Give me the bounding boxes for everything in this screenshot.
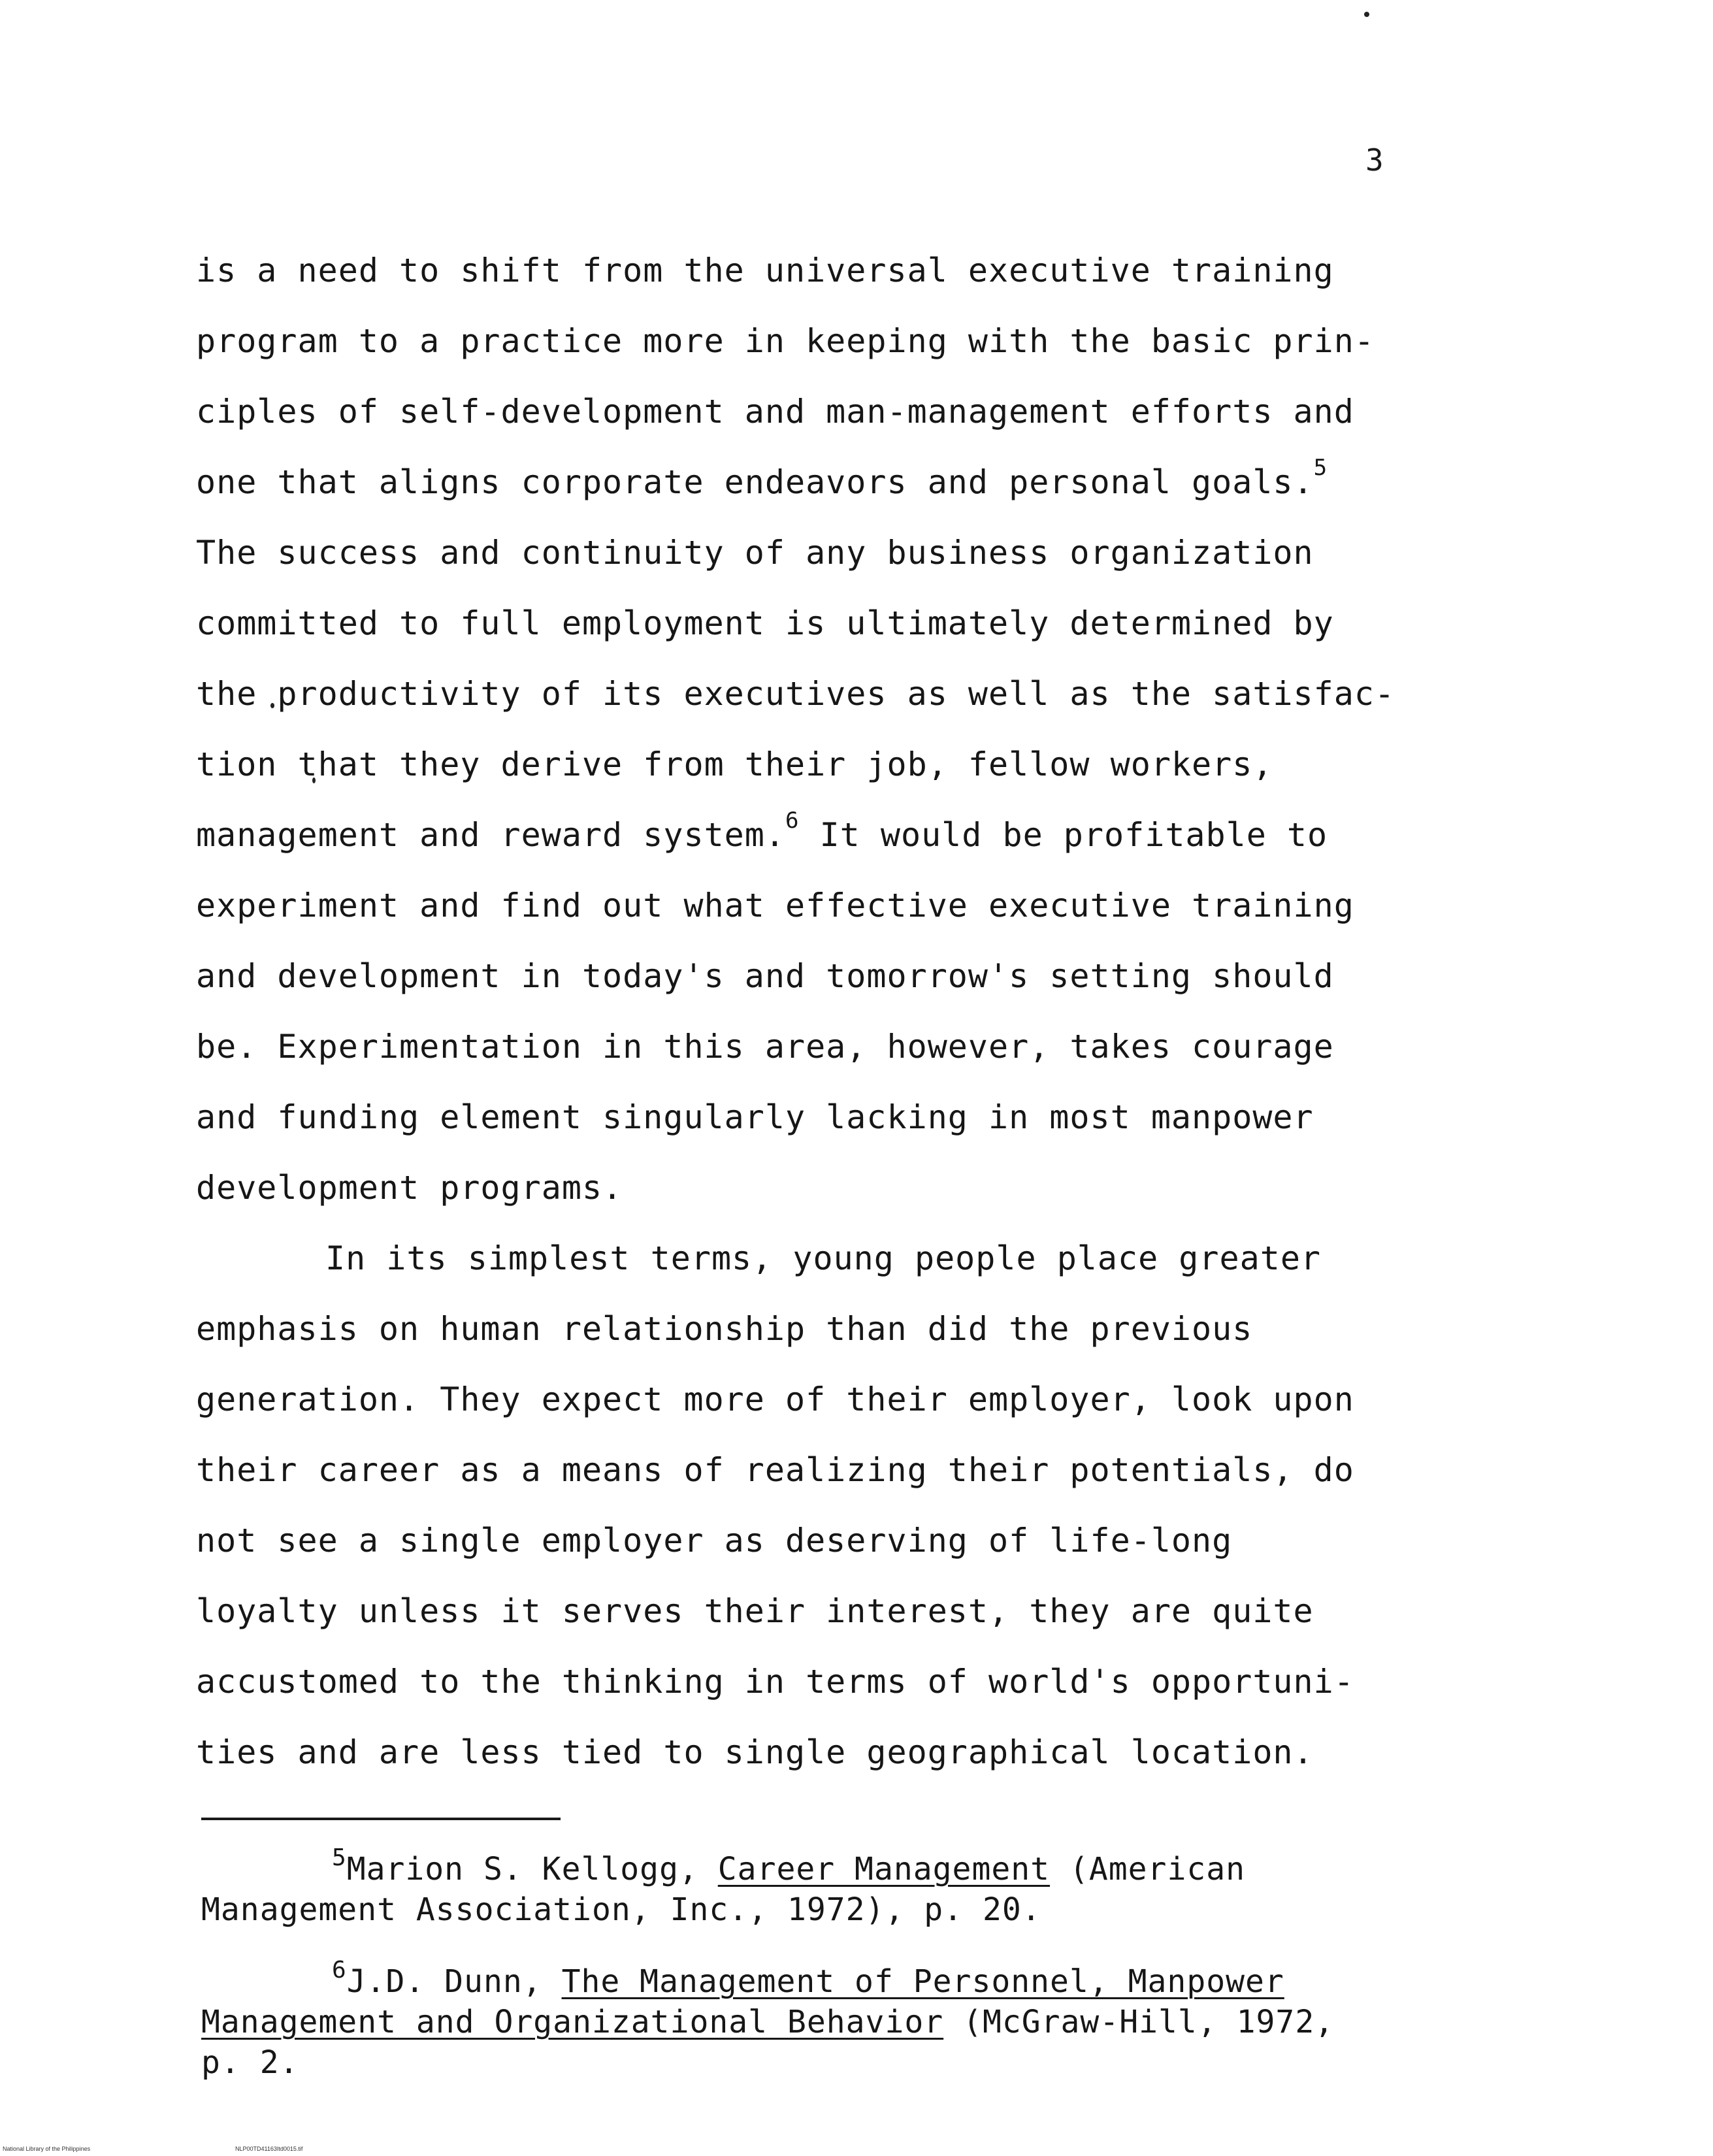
- body-line: [196, 447, 1450, 517]
- body-line-text: management and reward system.: [196, 816, 785, 854]
- footnote-text: (American: [1050, 1851, 1246, 1887]
- footnote-title: The Management of Personnel, Manpower: [561, 1963, 1284, 2000]
- body-line: experiment and find out what effective executive training: [196, 887, 1354, 924]
- footnotes: [201, 1844, 1456, 2114]
- footnote-title: Management and Organizational Behavior: [201, 2004, 944, 2040]
- footnote-line: [201, 1844, 1456, 1889]
- body-line: be. Experimentation in this area, however, takes courage: [196, 1028, 1334, 1066]
- footnote-line: p. 2.: [201, 2044, 299, 2081]
- body-line: program to a practice more in keeping with the basic prin-: [196, 322, 1375, 360]
- body-line: tion that they derive from their job, fellow workers,: [196, 745, 1273, 783]
- body-line: not see a single employer as deserving of life-long: [196, 1522, 1233, 1560]
- body-line-text: one that aligns corporate endeavors and personal goals.: [196, 463, 1314, 501]
- body-line: In its simplest terms, young people place greater: [325, 1239, 1322, 1277]
- body-line: their career as a means of realizing their potentials, do: [196, 1451, 1354, 1489]
- scan-id: NLP00TD41163Itd0015.tif: [235, 2146, 303, 2152]
- library-footer: National Library of the Philippines: [3, 2146, 91, 2152]
- body-line: and funding element singularly lacking in most manpower: [196, 1098, 1314, 1136]
- body-line: committed to full employment is ultimately determined by: [196, 604, 1334, 642]
- body-line: loyalty unless it serves their interest, they are quite: [196, 1592, 1314, 1630]
- body-line: the productivity of its executives as well as the satisfac-: [196, 675, 1395, 713]
- scan-speck: [1364, 12, 1369, 17]
- footnote-line: [201, 2002, 1456, 2042]
- footnote-rule: [201, 1818, 561, 1820]
- body-line: generation. They expect more of their employer, look upon: [196, 1380, 1354, 1418]
- body-line: is a need to shift from the universal executive training: [196, 252, 1334, 289]
- footnote-text: (McGraw-Hill, 1972,: [943, 2004, 1335, 2040]
- footnote-ref-5: 5: [1313, 455, 1328, 481]
- body-line: [196, 800, 1450, 870]
- footnote-marker: 5: [332, 1844, 347, 1871]
- footnote-author: Marion S. Kellogg,: [346, 1851, 718, 1887]
- footnote-5: [201, 1844, 1456, 1930]
- body-line: and development in today's and tomorrow's setting should: [196, 957, 1334, 995]
- footnote-author: J.D. Dunn,: [346, 1963, 562, 2000]
- body-line: emphasis on human relationship than did the previous: [196, 1310, 1253, 1348]
- footnote-marker: 6: [332, 1957, 347, 1984]
- footnote-line: Management Association, Inc., 1972), p. 20.: [201, 1891, 1041, 1928]
- body-line-text-tail: It would be profitable to: [799, 816, 1328, 854]
- body-line: ciples of self-development and man-management efforts and: [196, 393, 1354, 431]
- body-line: ties and are less tied to single geographical location.: [196, 1733, 1314, 1771]
- body-line: development programs.: [196, 1169, 623, 1207]
- body-line: The success and continuity of any business organization: [196, 534, 1314, 572]
- footnote-title: Career Management: [717, 1851, 1051, 1887]
- footnote-line: [201, 1957, 1456, 2002]
- body-text: [196, 235, 1450, 1788]
- body-line: accustomed to the thinking in terms of world's opportuni-: [196, 1663, 1354, 1701]
- footnote-ref-6: 6: [785, 808, 800, 834]
- footnote-6: [201, 1957, 1456, 2083]
- page-number: 3: [1365, 142, 1384, 178]
